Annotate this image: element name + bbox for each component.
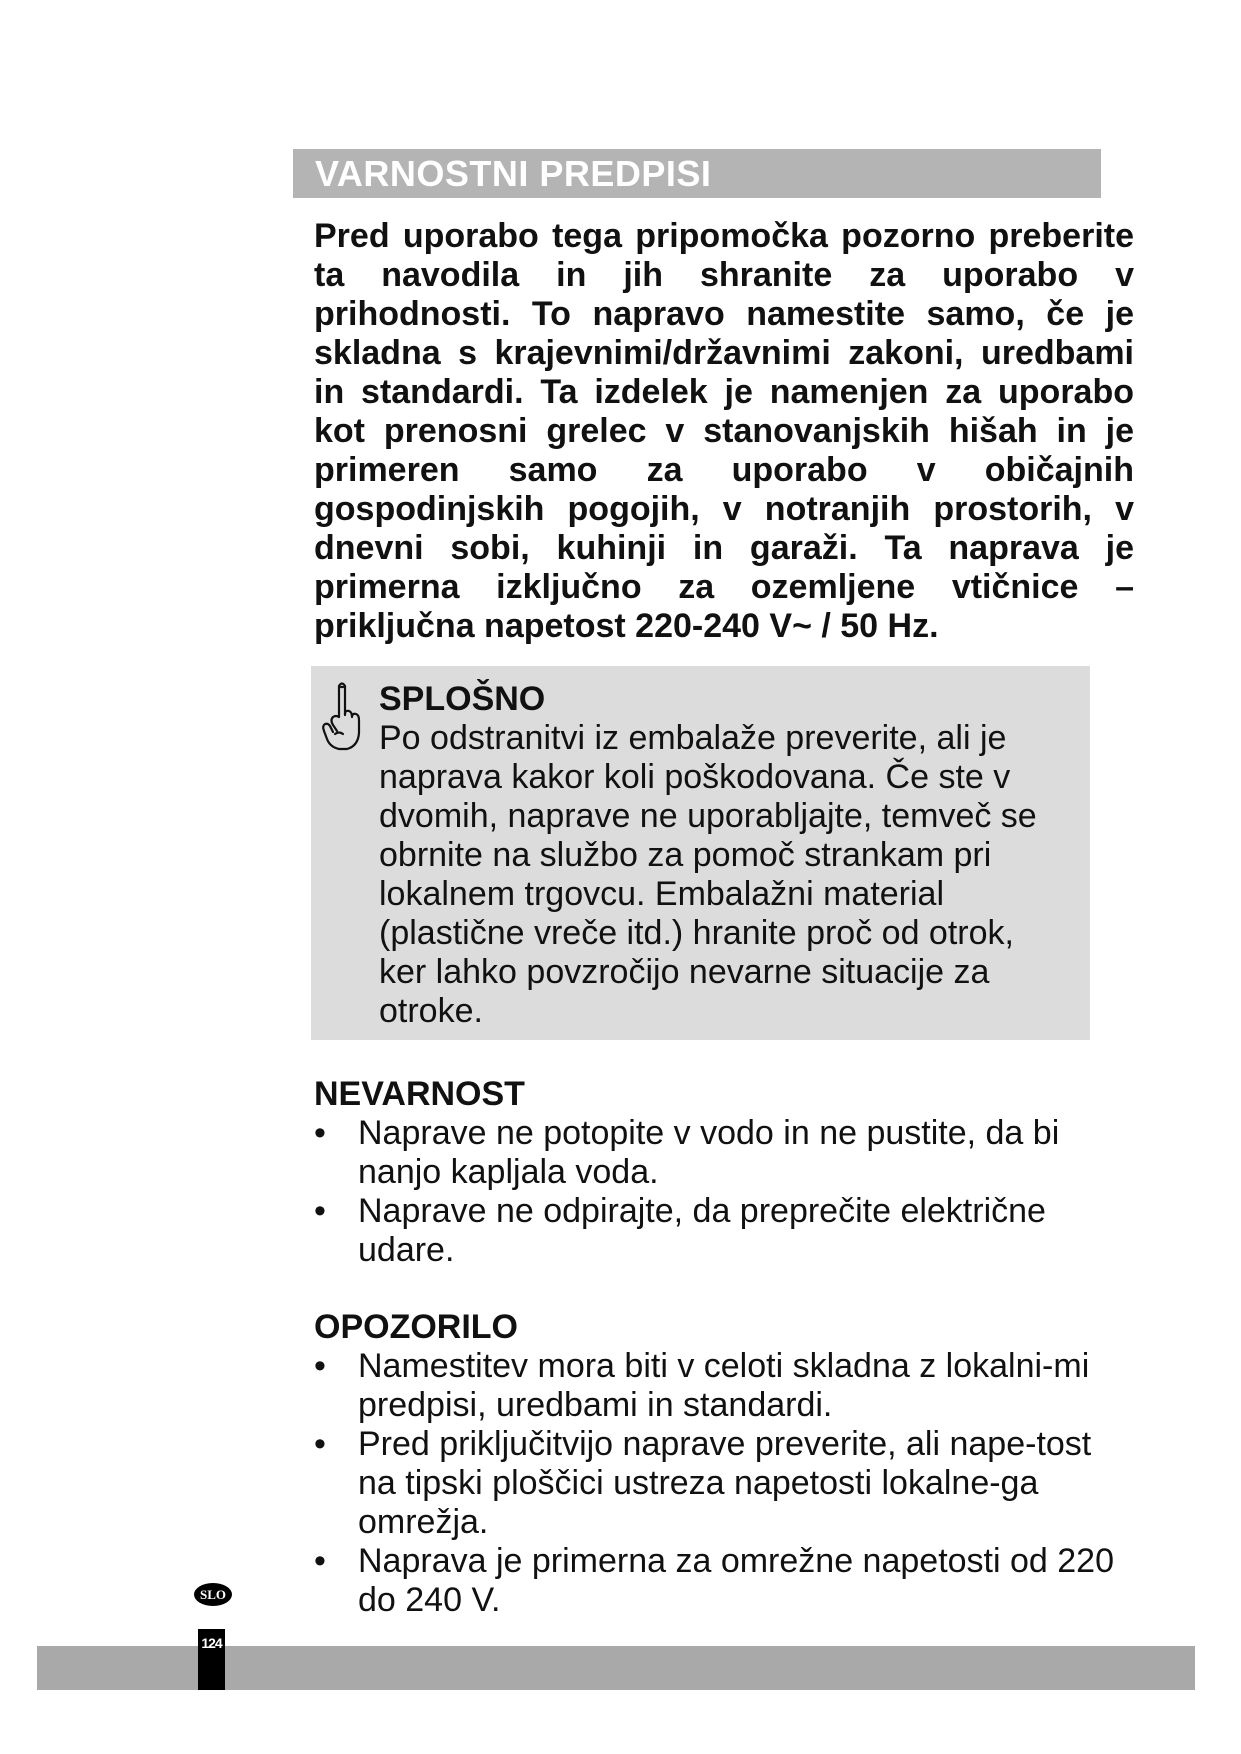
general-title: SPLOŠNO (379, 680, 546, 718)
list-item: • Naprave ne potopite v vodo in ne pustite, da bi nanjo kapljala voda. (314, 1114, 1134, 1192)
list-item: • Namestitev mora biti v celoti skladna z lokalni-mi predpisi, uredbami in standardi. (314, 1347, 1098, 1425)
danger-list (314, 1114, 1134, 1270)
section-header (293, 149, 1101, 198)
general-info-box (311, 666, 1090, 1040)
warning-title: OPOZORILO (314, 1308, 518, 1346)
list-item: • Pred priključitvijo naprave preverite, ali nape-tost na tipski ploščici ustreza napetosti lokalne-ga omrežja. (314, 1425, 1098, 1542)
general-text: Po odstranitvi iz embalaže preverite, ali je naprava kakor koli poškodovana. Če ste v dvomih, naprave ne uporabljajte, temveč se obrnite na službo za pomoč strankam pri lokalnem trgovcu. Embalažni material (plastične vreče itd.) hranite proč od otrok, ker lahko povzročijo nevarne situacije za otroke. (379, 719, 1037, 1030)
pointing-finger-icon (319, 679, 365, 754)
intro-paragraph: Pred uporabo tega pripomočka pozorno preberite ta navodila in jih shranite za uporabo v prihodnosti. To napravo namestite samo, če je skladna s krajevnimi/državnimi zakoni, uredbami in standardi. Ta izdelek je namenjen za uporabo kot prenosni grelec v stanovanjskih hišah in je primeren samo za uporabo v običajnih gospodinjskih pogojih, v notranjih prostorih, v dnevni sobi, kuhinji in garaži. Ta naprava je primerna izključno za ozemljene vtičnice – priključna napetost 220-240 V~ / 50 Hz. (314, 217, 1134, 645)
section-title: VARNOSTNI PREDPISI (315, 153, 712, 194)
list-item: • Naprave ne odpirajte, da preprečite električne udare. (314, 1192, 1134, 1270)
language-badge (193, 1582, 233, 1607)
warning-list (314, 1347, 1134, 1620)
page-number-box (198, 1629, 225, 1690)
danger-title: NEVARNOST (314, 1075, 525, 1113)
page-number: 124 (201, 1635, 222, 1651)
language-code: SLO (199, 1587, 227, 1602)
list-item: • Naprava je primerna za omrežne napetosti od 220 do 240 V. (314, 1542, 1134, 1620)
